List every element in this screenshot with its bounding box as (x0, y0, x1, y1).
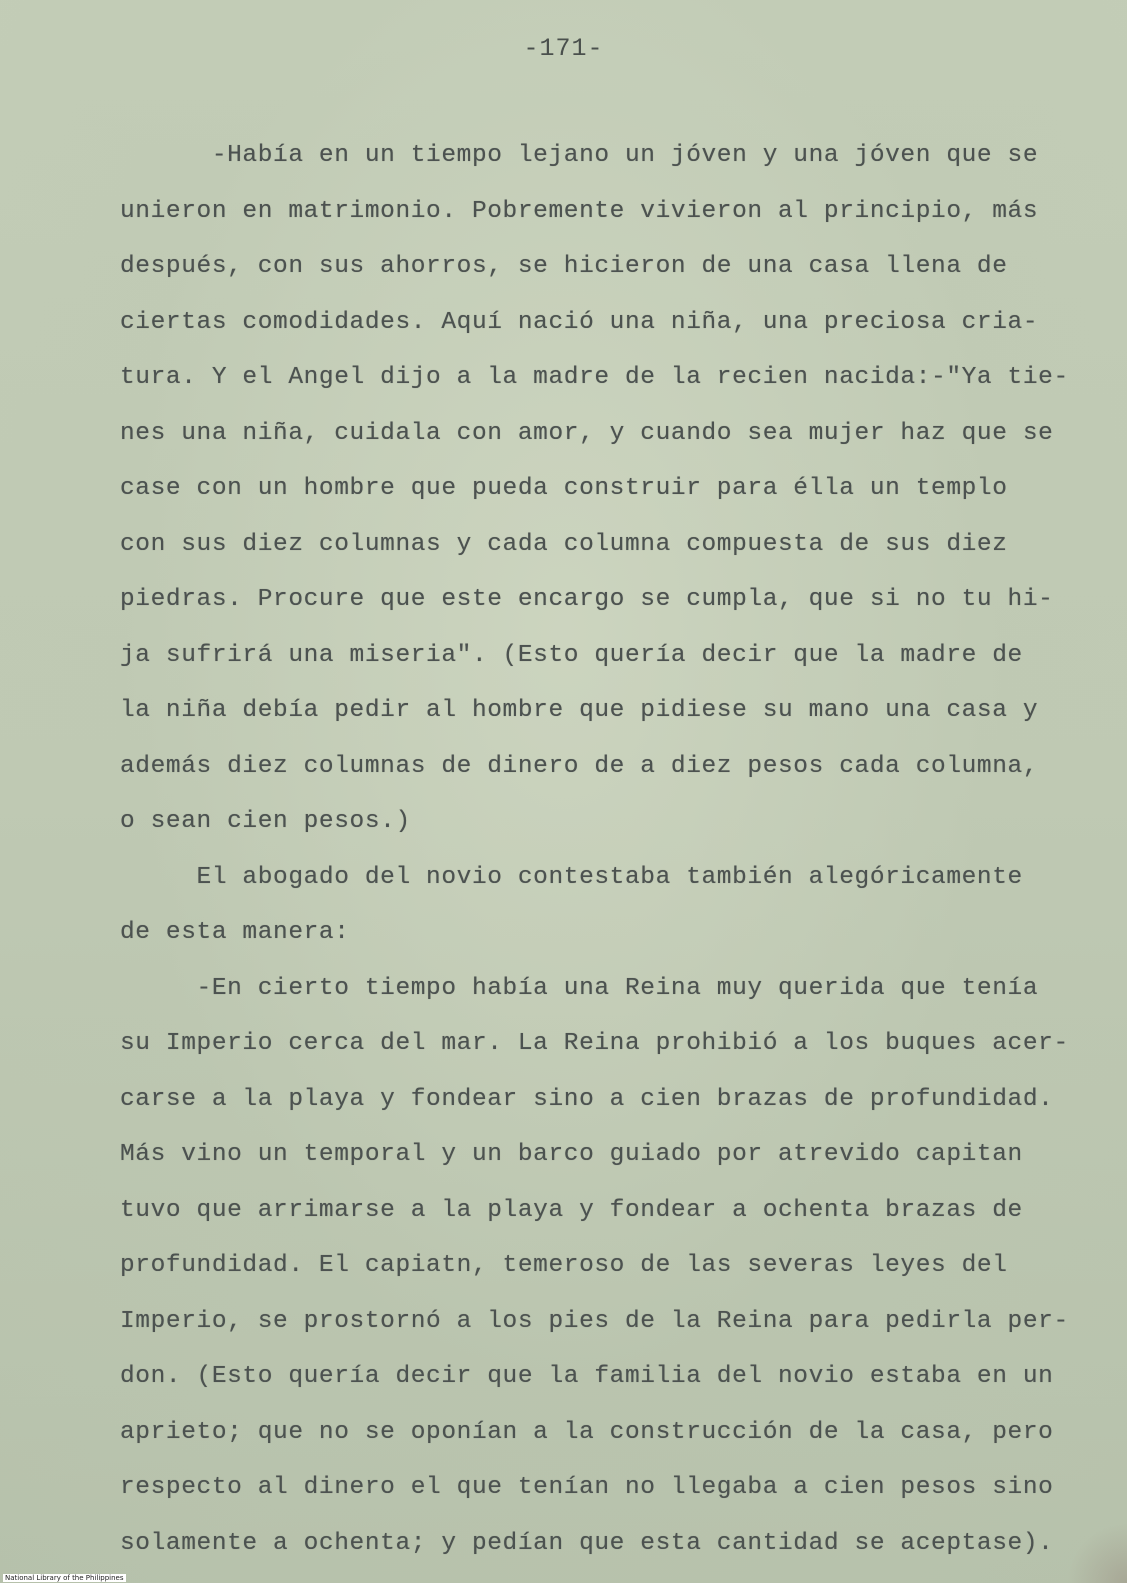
text-line: su Imperio cerca del mar. La Reina prohibió a los buques acer- (120, 1030, 1069, 1057)
body-text (120, 128, 1069, 1571)
text-line: ciertas comodidades. Aquí nació una niña, una preciosa cria- (120, 308, 1039, 336)
text-line: profundidad. El capiatn, temeroso de las severas leyes del (120, 1252, 1008, 1279)
text-line: solamente a ochenta; y pedían que esta cantidad se aceptase). (120, 1529, 1054, 1557)
text-line: unieron en matrimonio. Pobremente vivieron al principio, más (120, 197, 1039, 225)
text-line: carse a la playa y fondear sino a cien brazas de profundidad. (120, 1085, 1054, 1113)
library-footer: National Library of the Philippines (5, 1574, 124, 1582)
text-line: tuvo que arrimarse a la playa y fondear a ochenta brazas de (120, 1196, 1023, 1224)
text-line: aprieto; que no se oponían a la construcción de la casa, pero (120, 1418, 1054, 1446)
text-line: Más vino un temporal y un barco guiado por atrevido capitan (120, 1141, 1023, 1168)
text-line: don. (Esto quería decir que la familia del novio estaba en un (120, 1363, 1054, 1390)
text-line: El abogado del novio contestaba también alegóricamente (120, 863, 1023, 891)
text-line: -En cierto tiempo había una Reina muy querida que tenía (120, 974, 1039, 1002)
text-line: case con un hombre que pueda construir para élla un templo (120, 475, 1008, 502)
text-line: nes una niña, cuidala con amor, y cuando sea mujer haz que se (120, 419, 1054, 447)
page-number: -171- (523, 34, 604, 63)
text-line: respecto al dinero el que tenían no llegaba a cien pesos sino (120, 1474, 1054, 1501)
text-line: ja sufrirá una miseria". (Esto quería decir que la madre de (120, 641, 1023, 669)
text-line: piedras. Procure que este encargo se cumpla, que si no tu hi- (120, 586, 1054, 613)
text-line: la niña debía pedir al hombre que pidiese su mano una casa y (120, 697, 1039, 724)
text-line: además diez columnas de dinero de a diez pesos cada columna, (120, 752, 1039, 780)
text-line: Imperio, se prostornó a los pies de la Reina para pedirla per- (120, 1307, 1069, 1335)
paper-stain (1067, 1523, 1127, 1583)
text-line: después, con sus ahorros, se hicieron de una casa llena de (120, 253, 1008, 280)
text-line: tura. Y el Angel dijo a la madre de la recien nacida:-"Ya tie- (120, 364, 1069, 391)
text-line: -Había en un tiempo lejano un jóven y una jóven que se (120, 142, 1039, 169)
text-line: de esta manera: (120, 919, 350, 946)
text-line: con sus diez columnas y cada columna compuesta de sus diez (120, 530, 1008, 558)
text-line: o sean cien pesos.) (120, 808, 411, 835)
